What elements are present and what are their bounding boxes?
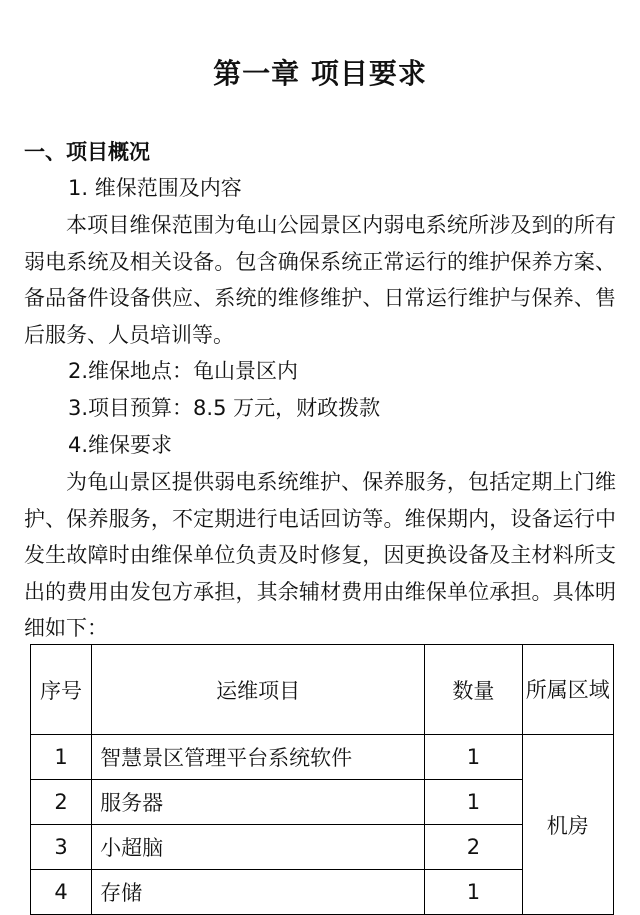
item2-line: 2.维保地点：龟山景区内: [68, 359, 299, 383]
header-seq: 序号: [31, 645, 92, 735]
cell-item: 存储: [92, 870, 425, 915]
cell-seq: 1: [31, 735, 92, 780]
section-heading: 一、项目概况: [24, 140, 150, 164]
cell-qty: 1: [425, 780, 522, 825]
cell-qty: 2: [425, 825, 522, 870]
table-row: [31, 735, 614, 780]
chapter-title: 第一章 项目要求: [213, 57, 427, 90]
cell-item: 智慧景区管理平台系统软件: [92, 735, 425, 780]
cell-seq: 3: [31, 825, 92, 870]
cell-seq: 4: [31, 870, 92, 915]
item4-heading: 4.维保要求: [68, 433, 173, 457]
item3-line: 3.项目预算：8.5 万元，财政拨款: [68, 396, 381, 420]
item1-heading: 1. 维保范围及内容: [68, 176, 242, 200]
cell-qty: 1: [425, 870, 522, 915]
cell-item: 服务器: [92, 780, 425, 825]
cell-item: 小超脑: [92, 825, 425, 870]
header-area: 所属区域: [522, 645, 613, 735]
item4-paragraph: 为龟山景区提供弱电系统维护、保养服务，包括定期上门维护、保养服务，不定期进行电话回访等。维保期内，设备运行中发生故障时由维保单位负责及时修复，因更换设备及主材料所支出的费用由发包方承担，其余辅材费用由维保单位承担。具体明细如下：: [24, 470, 616, 640]
item1-paragraph: 本项目维保范围为龟山公园景区内弱电系统所涉及到的所有弱电系统及相关设备。包含确保系统正常运行的维护保养方案、备品备件设备供应、系统的维修维护、日常运行维护与保养、售后服务、人员培训等。: [24, 213, 616, 347]
cell-qty: 1: [425, 735, 522, 780]
detail-table: [30, 644, 614, 915]
header-qty: 数量: [425, 645, 522, 735]
cell-area: 机房: [522, 735, 613, 915]
table-header-row: [31, 645, 614, 735]
header-item: 运维项目: [92, 645, 425, 735]
cell-seq: 2: [31, 780, 92, 825]
